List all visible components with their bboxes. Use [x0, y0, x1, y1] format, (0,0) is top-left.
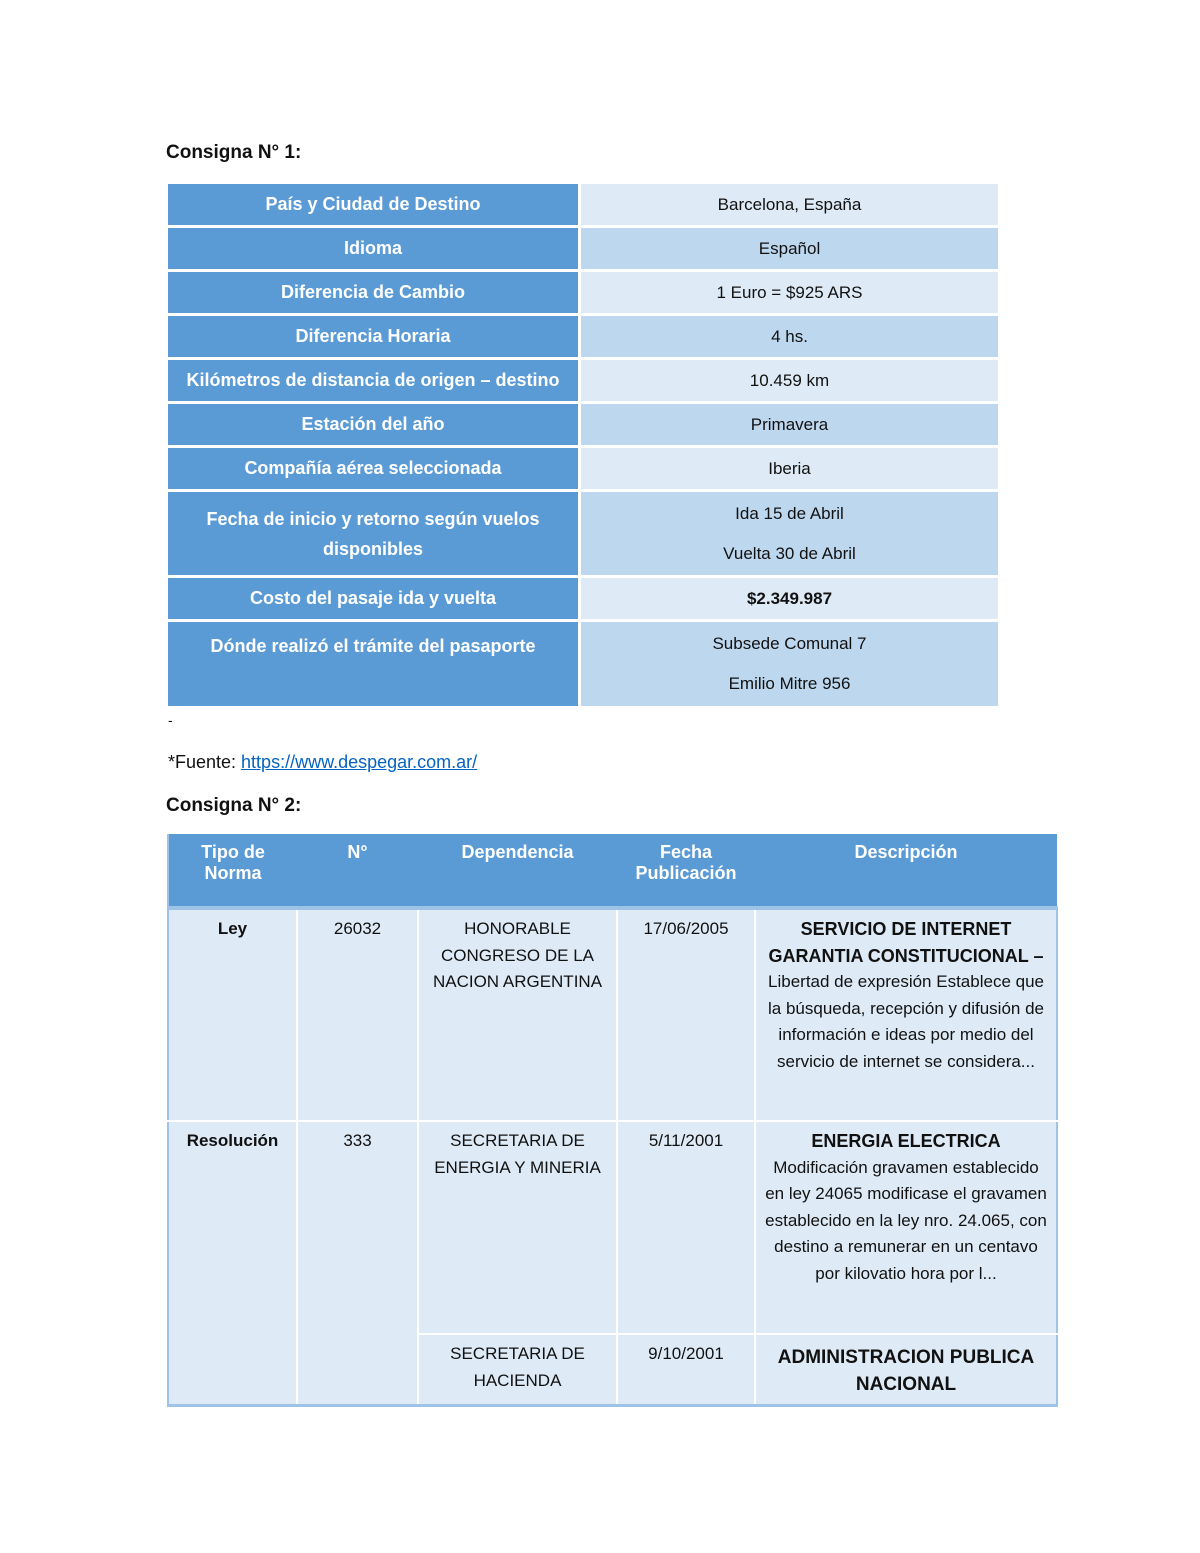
- separator-dash: -: [168, 712, 173, 728]
- row-value: $2.349.987: [581, 578, 998, 619]
- cell-fecha: 5/11/2001: [617, 1121, 755, 1334]
- cell-numero: 26032: [297, 908, 418, 1121]
- description-body: Modificación gravamen establecido en ley 24065 modificase el gravamen establecido en la ley nro. 24.065, con destino a remunerar en un centavo por kilovatio hora por l...: [765, 1157, 1047, 1283]
- row-label: Compañía aérea seleccionada: [168, 448, 581, 489]
- source-link[interactable]: https://www.despegar.com.ar/: [241, 752, 478, 772]
- header-descripcion: Descripción: [755, 834, 1057, 908]
- table-row: [168, 360, 998, 404]
- row-label: Diferencia Horaria: [168, 316, 581, 357]
- row-value: Subsede Comunal 7 Emilio Mitre 956: [581, 622, 998, 706]
- cell-numero: 333: [297, 1121, 418, 1406]
- consigna-1-heading: Consigna N° 1:: [166, 142, 302, 163]
- cell-tipo: Ley: [168, 908, 297, 1121]
- cell-descripcion: [755, 908, 1057, 1121]
- cell-dependencia: HONORABLE CONGRESO DE LA NACION ARGENTINA: [418, 908, 617, 1121]
- table-row: [168, 316, 998, 360]
- description-title: SERVICIO DE INTERNET GARANTIA CONSTITUCIONAL –: [768, 919, 1044, 966]
- table-row: [168, 578, 998, 622]
- row-label: Costo del pasaje ida y vuelta: [168, 578, 581, 619]
- cell-descripcion: [755, 1334, 1057, 1406]
- cell-tipo: Resolución: [168, 1121, 297, 1406]
- cell-dependencia: SECRETARIA DE HACIENDA: [418, 1334, 617, 1406]
- destination-info-table: [168, 184, 998, 706]
- table-row: [168, 1121, 1057, 1334]
- row-value: 4 hs.: [581, 316, 998, 357]
- header-numero: N°: [297, 834, 418, 908]
- row-label: Fecha de inicio y retorno según vuelos disponibles: [168, 492, 581, 575]
- row-value: Primavera: [581, 404, 998, 445]
- description-title: ENERGIA ELECTRICA: [811, 1131, 1001, 1151]
- row-label: Kilómetros de distancia de origen – destino: [168, 360, 581, 401]
- table-row: [168, 404, 998, 448]
- table-row: [168, 184, 998, 228]
- header-dependencia: Dependencia: [418, 834, 617, 908]
- row-value: 10.459 km: [581, 360, 998, 401]
- table-row: [168, 492, 998, 578]
- description-title: ADMINISTRACION PUBLICA NACIONAL: [777, 1347, 1035, 1395]
- cell-fecha: 9/10/2001: [617, 1334, 755, 1406]
- row-value: Español: [581, 228, 998, 269]
- table-row: [168, 272, 998, 316]
- cell-dependencia: SECRETARIA DE ENERGIA Y MINERIA: [418, 1121, 617, 1334]
- source-line: [168, 752, 477, 773]
- table-row: [168, 908, 1057, 1121]
- row-value: Iberia: [581, 448, 998, 489]
- cell-fecha: 17/06/2005: [617, 908, 755, 1121]
- row-value: 1 Euro = $925 ARS: [581, 272, 998, 313]
- row-label: Diferencia de Cambio: [168, 272, 581, 313]
- cell-descripcion: [755, 1121, 1057, 1334]
- table-header-row: [168, 834, 1057, 908]
- table-row: [168, 228, 998, 272]
- row-value: Ida 15 de Abril Vuelta 30 de Abril: [581, 492, 998, 575]
- description-body: Libertad de expresión Establece que la búsqueda, recepción y difusión de información e ideas por medio del servicio de internet se considera...: [768, 972, 1044, 1071]
- header-fecha: Fecha Publicación: [617, 834, 755, 908]
- row-value: Barcelona, España: [581, 184, 998, 225]
- table-row: [168, 448, 998, 492]
- row-label: País y Ciudad de Destino: [168, 184, 581, 225]
- row-label: Idioma: [168, 228, 581, 269]
- source-prefix: *Fuente:: [168, 752, 242, 772]
- table-row: [168, 622, 998, 706]
- norms-table: [167, 834, 1058, 1407]
- consigna-2-heading: Consigna N° 2:: [166, 795, 302, 816]
- row-label: Estación del año: [168, 404, 581, 445]
- row-label: Dónde realizó el trámite del pasaporte: [168, 622, 581, 706]
- header-tipo: Tipo de Norma: [168, 834, 297, 908]
